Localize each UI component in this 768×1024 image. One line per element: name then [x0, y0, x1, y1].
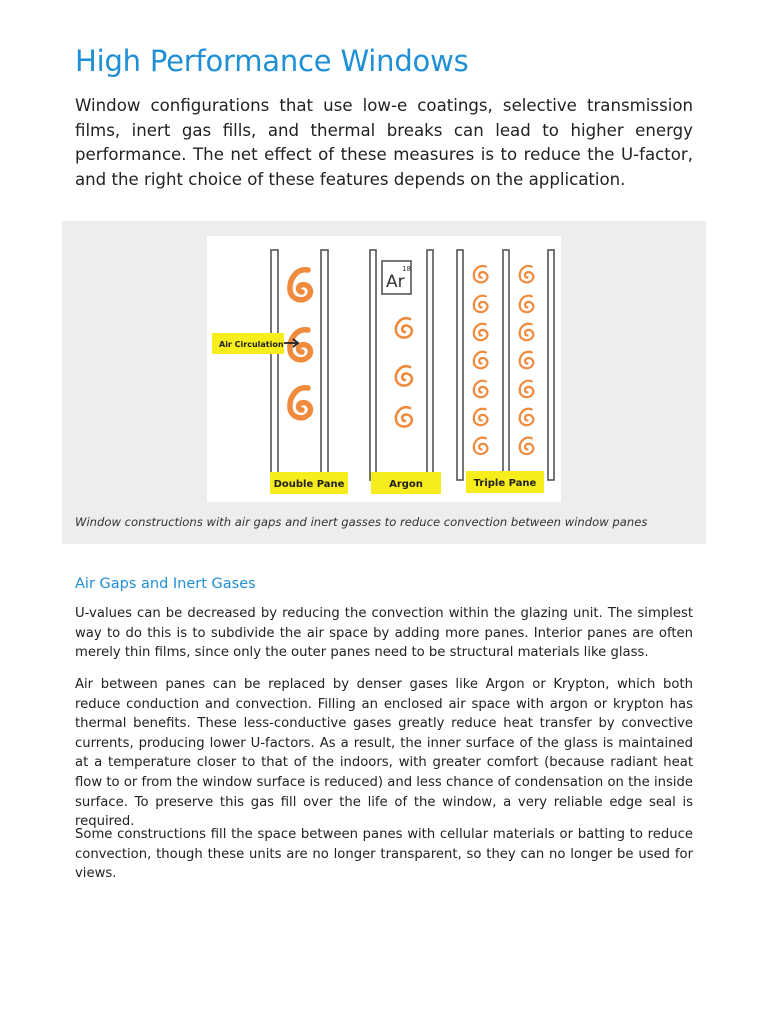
window-diagram [207, 236, 561, 502]
figure-caption: Window constructions with air gaps and inert gasses to reduce convection between window panes [75, 515, 648, 529]
window-diagram-svg [207, 236, 561, 502]
double-pane-frame [271, 250, 328, 480]
body-paragraph: U-values can be decreased by reducing the convection within the glazing unit. The simplest way to do this is to subdivide the air space by adding more panes. Interior panes are often merely thin films, since only the outer panes need to be structural materials like glass. [75, 606, 693, 661]
argon-label: Argon [389, 479, 423, 490]
triple-pane-label: Triple Pane [473, 478, 537, 489]
page-title: High Performance Windows [75, 44, 469, 78]
body-paragraph: Some constructions fill the space between panes with cellular materials or batting to reduce convection, though these units are no longer transparent, so they can no longer be used for views. [75, 827, 693, 882]
argon-number: 18 [402, 265, 411, 273]
body-paragraph: Air between panes can be replaced by denser gases like Argon or Krypton, which both reduce conduction and convection. Filling an enclosed air space with argon or krypton has thermal benefits. These less-conductive gases greatly reduce heat transfer by convective currents, producing lower U-factors. As a result, the inner surface of the glass is maintained at a temperature closer to that of the indoors, with greater comfort (because radiant heat flow to or from the window surface is reduced) and less chance of condensation on the inside surface. To preserve this gas fill over the life of the window, a very reliable edge seal is required. [75, 677, 693, 830]
double-pane-label: Double Pane [273, 479, 345, 490]
section-heading: Air Gaps and Inert Gases [75, 576, 256, 592]
figure-panel [62, 221, 706, 544]
intro-paragraph: Window configurations that use low-e coatings, selective transmission films, inert gas fills, and thermal breaks can lead to higher energy performance. The net effect of these measures is to reduce the U-factor, and the right choice of these features depends on the application. [75, 96, 693, 189]
argon-symbol: Ar [386, 272, 405, 292]
triple-pane-frame [457, 250, 554, 480]
air-circulation-label: Air Circulation [219, 340, 284, 349]
